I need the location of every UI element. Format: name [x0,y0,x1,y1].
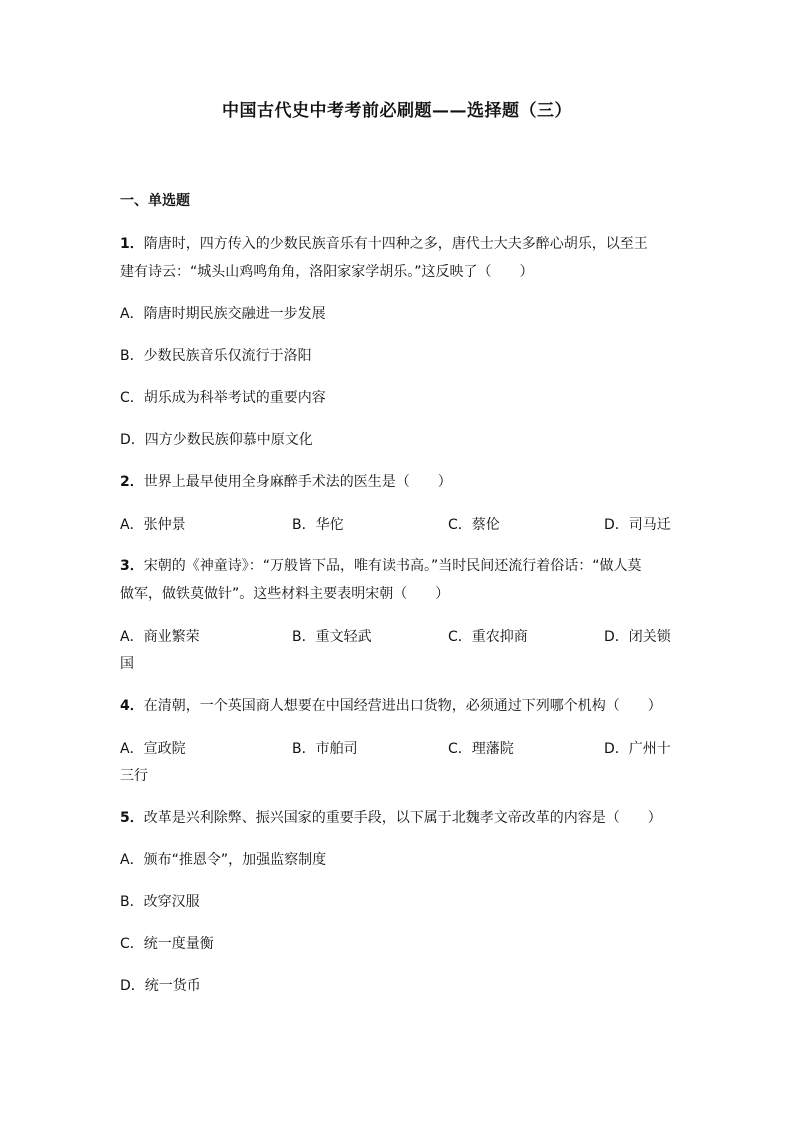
question-1-line-1: 1．隋唐时，四方传入的少数民族音乐有十四种之多，唐代士大夫多醉心胡乐，以至王 [120,236,648,252]
question-2-option-b: B．华佗 [292,517,344,533]
question-1-line-2: 建有诗云：“城头山鸡鸣角角，洛阳家家学胡乐。”这反映了（ ） [120,264,534,280]
question-2-options [120,514,680,534]
question-3-line-2: 做军，做铁莫做针”。这些材料主要表明宋朝（ ） [120,586,450,602]
question-number: 1． [120,236,144,252]
question-number: 4． [120,698,144,714]
section-heading: 一、单选题 [120,193,190,209]
question-3-option-c: C．重农抑商 [448,629,528,645]
question-5-option-d: D．统一货币 [120,978,201,994]
question-3-option-d: D．闭关锁 [604,629,671,645]
question-3-line-1: 3．宋朝的《神童诗》：“万般皆下品，唯有读书高。”当时民间还流行着俗话：“做人莫 [120,558,642,574]
question-3-option-d-wrap: 国 [120,656,134,672]
question-number: 2． [120,474,144,490]
question-1-option-c: C．胡乐成为科举考试的重要内容 [120,390,326,406]
question-4-option-d-wrap: 三行 [120,768,148,784]
question-4-line-1: 4．在清朝，一个英国商人想要在中国经营进出口货物，必须通过下列哪个机构（ ） [120,698,662,714]
question-4-option-c: C．理藩院 [448,741,514,757]
question-3-options [120,626,680,646]
question-2-option-a: A．张仲景 [120,517,186,533]
question-5-option-b: B．改穿汉服 [120,894,200,910]
question-1-option-b: B．少数民族音乐仅流行于洛阳 [120,348,312,364]
question-1-option-a: A．隋唐时期民族交融进一步发展 [120,306,326,322]
question-2-line-1: 2．世界上最早使用全身麻醉手术法的医生是（ ） [120,474,452,490]
question-1-option-d: D．四方少数民族仰慕中原文化 [120,432,313,448]
question-4-option-b: B．市舶司 [292,741,358,757]
question-4-option-d: D．广州十 [604,741,671,757]
question-5-line-1: 5．改革是兴利除弊、振兴国家的重要手段，以下属于北魏孝文帝改革的内容是（ ） [120,810,662,826]
question-4-options [120,738,680,758]
page-title: 中国古代史中考考前必刷题——选择题（三） [222,101,572,121]
question-number: 3． [120,558,144,574]
question-4-option-a: A．宣政院 [120,741,186,757]
question-3-option-b: B．重文轻武 [292,629,372,645]
question-2-option-d: D．司马迁 [604,517,671,533]
question-3-option-a: A．商业繁荣 [120,629,200,645]
question-5-option-a: A．颁布“推恩令”，加强监察制度 [120,852,327,868]
question-5-option-c: C．统一度量衡 [120,936,214,952]
question-2-option-c: C．蔡伦 [448,517,500,533]
question-number: 5． [120,810,144,826]
